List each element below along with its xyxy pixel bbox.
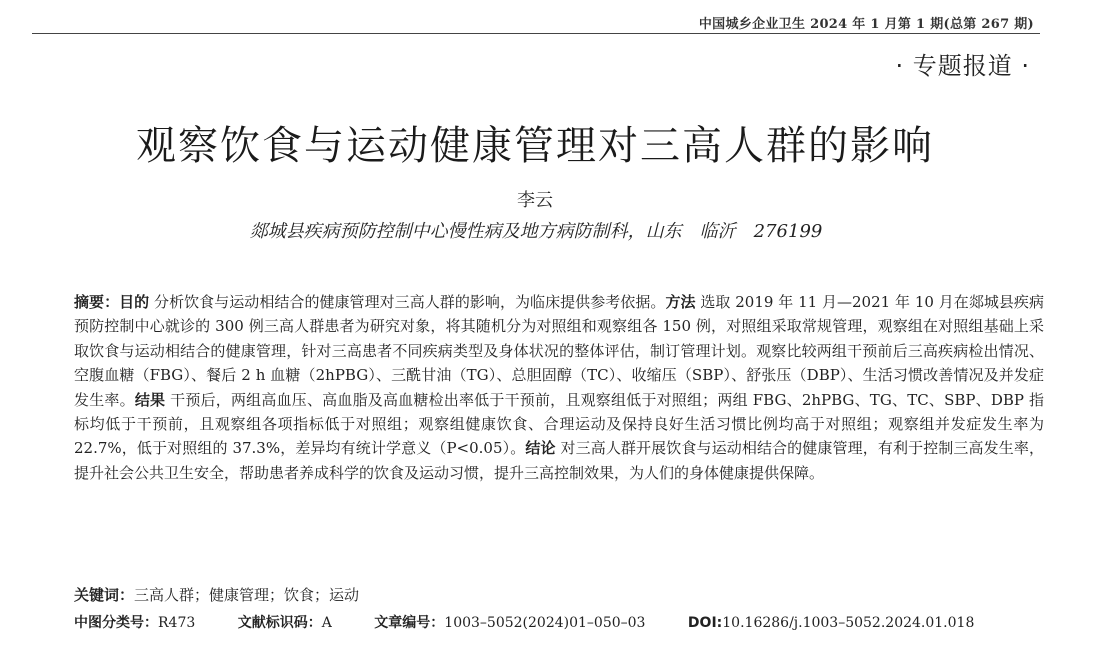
article-number — [374, 612, 645, 632]
keywords-value: 三高人群；健康管理；饮食；运动 — [134, 586, 360, 604]
clc-value: R473 — [158, 615, 196, 631]
purpose-text: 分析饮食与运动相结合的健康管理对三高人群的影响，为临床提供参考依据。 — [149, 293, 666, 311]
document-code-label: 文献标识码： — [237, 615, 322, 631]
keywords-line — [74, 584, 1044, 605]
result-label: 结果 — [134, 390, 166, 409]
author-affiliation — [0, 217, 1072, 243]
keywords-label: 关键词： — [74, 586, 135, 604]
article-number-label: 文章编号： — [374, 615, 445, 631]
doi-value: 10.16286/j.1003–5052.2024.01.018 — [722, 615, 975, 631]
clc-number — [74, 612, 195, 632]
running-head: 中国城乡企业卫生 2024 年 1 月第 1 期(总第 267 期) — [698, 17, 1034, 32]
method-text: 选取 2019 年 11 月—2021 年 10 月在郯城县疾病预防控制中心就诊的 300 例三高人群患者为研究对象，将其随机分为对照组和观察组各 150 例，对照组采取常规管理，观察组在对照组基础上采取饮食与运动相结合的健康管理，针对三高患者不同疾病类型及身体状况的整体评估，制订管理计划。观察比较两组干预前后三高疾病检出情况、空腹血糖（FBG）、餐后 2 h 血糖（2hPBG）、三酰甘油（TG）、总胆固醇（TC）、收缩压（SBP）、舒张压（DBP）、生活习惯改善情况及并发症发生率。 — [74, 293, 1044, 409]
article-author: 李云 — [517, 190, 553, 211]
document-code — [238, 612, 332, 632]
method-label: 方法 — [665, 293, 696, 311]
result-text: 干预后，两组高血压、高血脂及高血糖检出率低于干预前，且观察组低于对照组；两组 FBG、2hPBG、TG、TC、SBP、DBP 指标均低于干预前，且观察组各项指标低于对照组；观察组健康饮食、合理运动及保持良好生活习惯比例均高于对照组；观察组并发症发生率为 22.7%，低于对照组的 37.3%，差异均有统计学意义（P<0.05）。 — [74, 390, 1044, 458]
affiliation-zip: 276199 — [753, 221, 823, 242]
purpose-label: 目的 — [119, 293, 150, 311]
article-title: 观察饮食与运动健康管理对三高人群的影响 — [136, 123, 934, 169]
document-code-value: A — [321, 615, 332, 631]
clc-label: 中图分类号： — [74, 615, 158, 631]
header-divider — [32, 33, 1040, 34]
doi-label: DOI: — [687, 615, 723, 631]
conclusion-text: 对三高人群开展饮食与运动相结合的健康管理，有利于控制三高发生率，提升社会公共卫生安全，帮助患者养成科学的饮食及运动习惯，提升三高控制效果，为人们的身体健康提供保障。 — [74, 439, 1044, 482]
affiliation-city: 临沂 — [699, 221, 736, 242]
doi — [688, 615, 974, 631]
article-number-value: 1003–5052(2024)01–050–03 — [444, 615, 646, 631]
column-tag: · 专题报道 · — [895, 52, 1030, 80]
article-meta-line — [74, 612, 1074, 632]
abstract-paragraph — [74, 290, 1044, 485]
affiliation-org: 郯城县疾病预防控制中心慢性病及地方病防制科，山东 — [249, 221, 682, 242]
abstract-label: 摘要： — [74, 293, 120, 311]
conclusion-label: 结论 — [525, 439, 556, 458]
